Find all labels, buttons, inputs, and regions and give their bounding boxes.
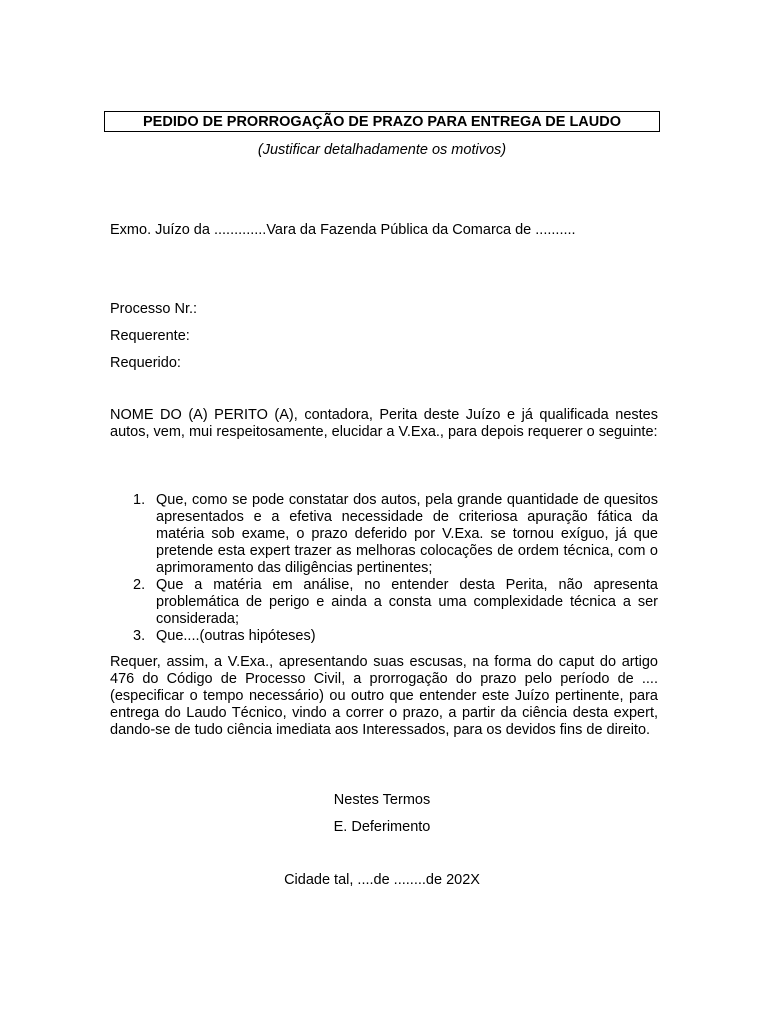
- closing-deferimento: E. Deferimento: [333, 819, 431, 835]
- list-item-text: Que....(outras hipóteses): [156, 628, 316, 644]
- list-item-text: Que a matéria em análise, no entender desta Perita, não apresenta problemática de perigo e ainda a consta uma complexidade técnica a ser considerada;: [156, 577, 658, 627]
- document-title: PEDIDO DE PRORROGAÇÃO DE PRAZO PARA ENTREGA DE LAUDO: [104, 111, 660, 132]
- list-item-number: 1.: [133, 492, 146, 508]
- requerido-field: Requerido:: [110, 355, 181, 371]
- document-subtitle: (Justificar detalhadamente os motivos): [257, 142, 507, 158]
- list-item: [110, 628, 658, 645]
- list-item: [110, 577, 658, 628]
- numbered-list: [110, 492, 658, 645]
- requerente-field: Requerente:: [110, 328, 190, 344]
- list-item-number: 2.: [133, 577, 146, 593]
- request-paragraph: Requer, assim, a V.Exa., apresentando suas escusas, na forma do caput do artigo 476 do Código de Processo Civil, a prorrogação do prazo pelo período de ....(especificar o tempo necessário) ou outro que entender este Juízo pertinente, para entrega do Laudo Técnico, vindo a correr o prazo, a partir da ciência desta expert, dando-se de tudo ciência imediata aos Interessados, para os devidos fins de direito.: [110, 654, 658, 738]
- list-item-number: 3.: [133, 628, 146, 644]
- closing-nestes-termos: Nestes Termos: [333, 792, 431, 808]
- court-address: Exmo. Juízo da .............Vara da Fazenda Pública da Comarca de ..........: [110, 222, 576, 238]
- list-item-text: Que, como se pode constatar dos autos, pela grande quantidade de quesitos apresentados e a efetiva necessidade de criteriosa apuração fática da matéria sob exame, o prazo deferido por V.Exa. se tornou exíguo, já que pretende esta expert trazer as melhoras colocações de ordem técnica, com o aprimoramento das diligências pertinentes;: [156, 492, 658, 576]
- processo-field: Processo Nr.:: [110, 301, 198, 317]
- intro-paragraph: NOME DO (A) PERITO (A), contadora, Perita deste Juízo e já qualificada nestes autos, vem, mui respeitosamente, elucidar a V.Exa., para depois requerer o seguinte:: [110, 407, 658, 440]
- date-line: Cidade tal, ....de ........de 202X: [284, 872, 480, 888]
- list-item: [110, 492, 658, 577]
